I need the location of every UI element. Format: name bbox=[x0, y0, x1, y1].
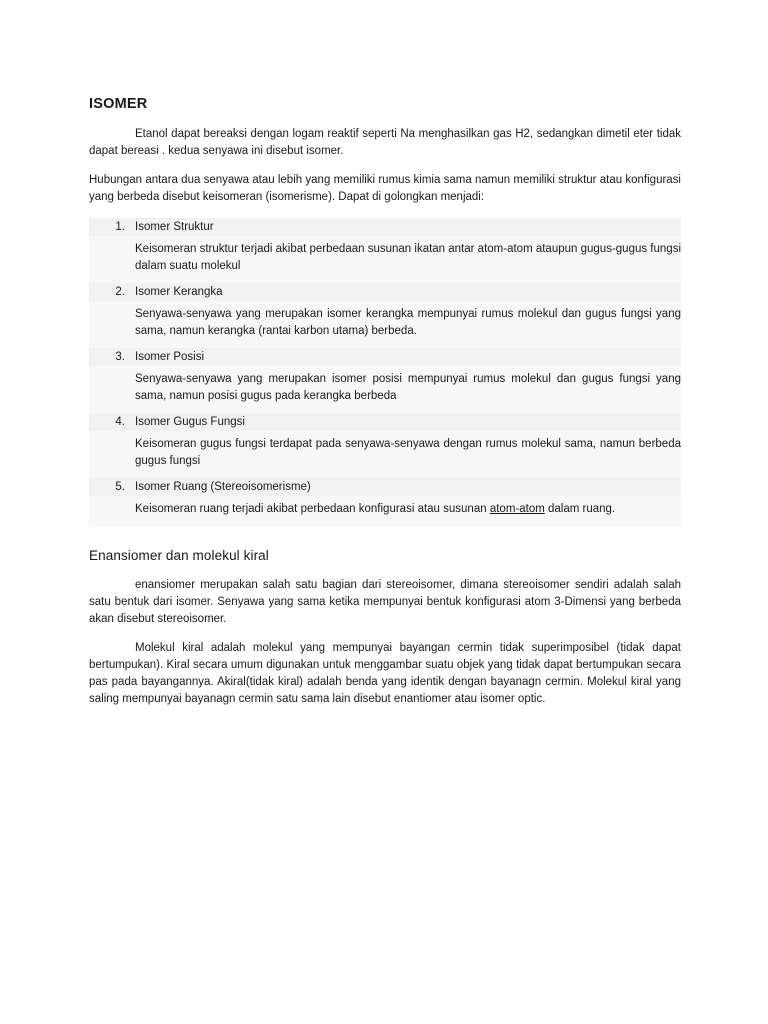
list-item-number: 1. bbox=[115, 221, 125, 233]
description-text-after: dalam ruang. bbox=[544, 503, 616, 515]
list-item-heading-row bbox=[89, 413, 681, 431]
list-item bbox=[89, 218, 681, 283]
list-item-heading-row bbox=[89, 348, 681, 366]
list-item-heading-row bbox=[89, 478, 681, 496]
list-item-description: Senyawa-senyawa yang merupakan isomer posisi mempunyai rumus molekul dan gugus fungsi yang sama, namun posisi gugus pada kerangka berbeda bbox=[89, 366, 681, 413]
underlined-term: atom-atom bbox=[489, 503, 545, 515]
list-item-heading-row bbox=[89, 218, 681, 236]
section-title-isomer: ISOMER bbox=[89, 96, 148, 112]
list-item bbox=[89, 478, 681, 526]
list-item-number: 2. bbox=[115, 286, 125, 298]
description-text-before: Keisomeran ruang terjadi akibat perbedaan konfigurasi atau susunan bbox=[135, 503, 490, 515]
list-item-number: 4. bbox=[115, 416, 125, 428]
list-item-description: Keisomeran struktur terjadi akibat perbedaan susunan ikatan antar atom-atom ataupun gugus-gugus fungsi dalam suatu molekul bbox=[89, 236, 681, 283]
list-item-description bbox=[89, 496, 681, 526]
list-item-heading: Isomer Kerangka bbox=[135, 286, 223, 298]
list-item-heading: Isomer Ruang (Stereoisomerisme) bbox=[135, 481, 311, 493]
list-item-description: Keisomeran gugus fungsi terdapat pada senyawa-senyawa dengan rumus molekul sama, namun berbeda gugus fungsi bbox=[89, 431, 681, 478]
list-item-heading: Isomer Gugus Fungsi bbox=[135, 416, 245, 428]
paragraph-intro: Etanol dapat bereaksi dengan logam reaktif seperti Na menghasilkan gas H2, sedangkan dimetil eter tidak dapat bereasi . kedua senyawa ini disebut isomer. bbox=[89, 128, 681, 157]
list-item-heading-row bbox=[89, 283, 681, 301]
list-item-heading: Isomer Posisi bbox=[135, 351, 205, 363]
isomer-list bbox=[89, 218, 681, 526]
list-item-description: Senyawa-senyawa yang merupakan isomer kerangka mempunyai rumus molekul dan gugus fungsi yang sama, namun kerangka (rantai karbon utama) berbeda. bbox=[89, 301, 681, 348]
list-item bbox=[89, 348, 681, 413]
list-item bbox=[89, 283, 681, 348]
paragraph-enansiomer: enansiomer merupakan salah satu bagian dari stereoisomer, dimana stereoisomer sendiri adalah salah satu bentuk dari isomer. Senyawa yang sama ketika mempunyai bentuk konfigurasi atom 3-Dimensi yang berbeda akan disebut stereoisomer. bbox=[89, 579, 681, 625]
list-item bbox=[89, 413, 681, 478]
section-title-enansiomer: Enansiomer dan molekul kiral bbox=[89, 548, 269, 563]
list-item-number: 5. bbox=[115, 481, 125, 493]
document-content bbox=[89, 96, 681, 720]
paragraph-kiral: Molekul kiral adalah molekul yang mempunyai bayangan cermin tidak superimposibel (tidak dapat bertumpukan). Kiral secara umum digunakan untuk menggambar suatu objek yang tidak dapat bertumpukan secara pas pada bayangannya. Akiral(tidak kiral) adalah benda yang identik dengan bayanagn cermin. Molekul kiral yang saling mempunyai bayanagn cermin satu sama lain disebut enantiomer atau isomer optic. bbox=[89, 642, 681, 705]
list-item-number: 3. bbox=[115, 351, 125, 363]
list-item-heading: Isomer Struktur bbox=[135, 221, 214, 233]
paragraph-definition: Hubungan antara dua senyawa atau lebih yang memiliki rumus kimia sama namun memiliki struktur atau konfigurasi yang berbeda disebut keisomeran (isomerisme). Dapat di golongkan menjadi: bbox=[89, 174, 681, 203]
